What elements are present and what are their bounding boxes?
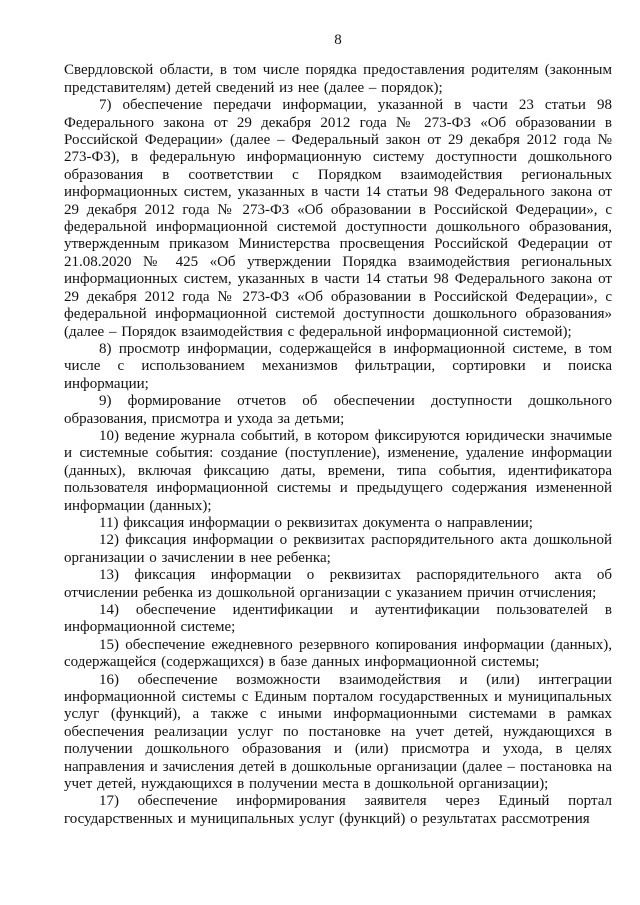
paragraph-item-8: 8) просмотр информации, содержащейся в информационной системе, в том числе с использованием механизмов фильтрации, сортировки и поиска информации; [64,340,612,392]
paragraph-item-9: 9) формирование отчетов об обеспечении доступности дошкольного образования, присмотра и ухода за детьми; [64,393,612,427]
page-number: 8 [334,32,342,48]
paragraph-item-16: 16) обеспечение возможности взаимодействия и (или) интеграции информационной системы с Единым порталом государственных и муниципальных услуг (функций), а также с иными информационными системами в рамках обеспечения реализации услуг по постановке на учет детей, нуждающихся в получении дошкольного образования и (или) присмотра и ухода, в целях направления и зачисления детей в дошкольные организации (далее – постановка на учет детей, нуждающихся в получении места в дошкольной организации); [64,671,612,793]
paragraph-item-17: 17) обеспечение информирования заявителя через Единый портал государственных и муниципальных услуг (функций) о результатах рассмотрения [64,793,612,827]
paragraph-item-12: 12) фиксация информации о реквизитах распорядительного акта дошкольной организации о зачислении в нее ребенка; [64,532,612,566]
paragraph-item-13: 13) фиксация информации о реквизитах распорядительного акта об отчислении ребенка из дошкольной организации с указанием причин отчисления; [64,567,612,601]
document-body [64,62,612,828]
paragraph-item-15: 15) обеспечение ежедневного резервного копирования информации (данных), содержащейся (содержащихся) в базе данных информационной системы; [64,636,612,671]
paragraph-item-14: 14) обеспечение идентификации и аутентификации пользователей в информационной системе; [64,602,612,636]
paragraph-item-10: 10) ведение журнала событий, в котором фиксируются юридически значимые и системные события: создание (поступление), изменение, удаление информации (данных), включая фиксацию даты, времени, типа события, идентификатора пользователя информационной системы и предыдущего содержания измененной информации (данных); [64,427,612,514]
paragraph-item-7: 7) обеспечение передачи информации, указанной в части 23 статьи 98 Федерального закона от 29 декабря 2012 года № 273-ФЗ «Об образовании в Российской Федерации» (далее – Федеральный закон от 29 декабря 2012 года № 273-ФЗ), в федеральную информационную систему доступности дошкольного образования в соответствии с Порядком взаимодействия региональных информационных систем, указанных в части 14 статьи 98 Федерального закона от 29 декабря 2012 года № 273-ФЗ «Об образовании в Российской Федерации», с федеральной информационной системой доступности дошкольного образования, утвержденным приказом Министерства просвещения Российской Федерации от 21.08.2020 № 425 «Об утверждении Порядка взаимодействия региональных информационных систем, указанных в части 14 статьи 98 Федерального закона от 29 декабря 2012 года № 273-ФЗ «Об образовании в Российской Федерации», с федеральной информационной системой доступности дошкольного образования» (далее – Порядок взаимодействия с федеральной информационной системой); [64,97,612,340]
paragraph-continuation: Свердловской области, в том числе порядка предоставления родителям (законным представителям) детей сведений из нее (далее – порядок); [64,62,612,96]
paragraph-item-11: 11) фиксация информации о реквизитах документа о направлении; [99,514,533,531]
